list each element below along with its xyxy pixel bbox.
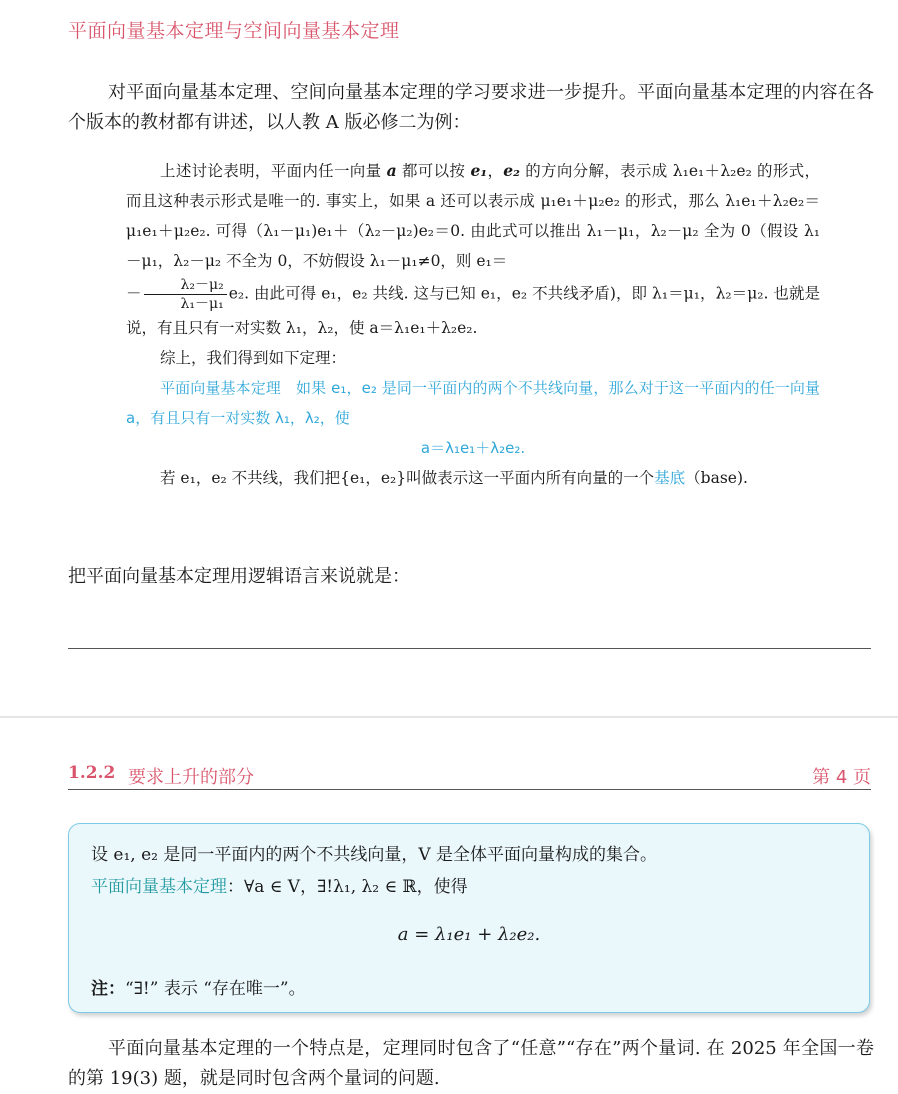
theorem-box [68, 823, 870, 1013]
theorem-statement: 平面向量基本定理 如果 e₁，e₂ 是同一平面内的两个不共线向量，那么对于这一平面内的任一向量 a，有且只有一对实数 λ₁，λ₂，使 [126, 379, 820, 427]
logic-prompt: 把平面向量基本定理用逻辑语言来说就是： [68, 566, 410, 587]
note-label: 注： [91, 979, 125, 999]
closing-paragraph: 平面向量基本定理的一个特点是，定理同时包含了“任意”“存在”两个量词. 在 2025 年全国一卷的第 19(3) 题，就是同时包含两个量词的问题. [68, 1038, 874, 1089]
box-note: 注：“∃!” 表示 “存在唯一”。 [91, 979, 306, 999]
vector-a: a [386, 161, 397, 180]
vector-e1: e₁ [470, 161, 488, 180]
subsection-header [68, 763, 871, 790]
fraction: $\frac{\text{λ₂－μ₂}}{\text{λ₁－μ₁}}$ [144, 276, 227, 313]
intro-paragraph: 对平面向量基本定理、空间向量基本定理的学习要求进一步提升。平面向量基本定理的内容在各个版本的教材都有讲述，以人教 A 版必修二为例： [68, 82, 874, 133]
quote-text: 的方向分解，表示成 λ₁e₁＋λ₂e₂ 的形式，而且这种表示形式是唯一的. 事实上，如果 a 还可以表示成 μ₁e₁＋μ₂e₂ 的形式，那么 λ₁e₁＋λ₂e₂＝μ₁e₁＋μ₂e₂. 可得（λ₁－μ₁)e₁＋（λ₂－μ₂)e₂＝0. 由此式可以推出 λ₁－μ₁，λ₂－μ₂ 全为 0（假设 λ₁－μ₁，λ₂－μ₂ 不全为 0，不妨假设 λ₁－μ₁≠0，则 e₁＝ [126, 162, 820, 270]
theorem-label: 平面向量基本定理 [91, 877, 227, 897]
quote-text: 上述讨论表明，平面内任一向量 [160, 162, 382, 180]
box-equation: a = λ₁e₁ + λ₂e₂. [397, 924, 541, 945]
textbook-quote [126, 156, 820, 493]
box-setup: 设 e₁, e₂ 是同一平面内的两个不共线向量，V 是全体平面向量构成的集合。 [91, 845, 658, 865]
quote-paragraph-1: 上述讨论表明，平面内任一向量 a 都可以按 e₁，e₂ 的方向分解，表示成 λ₁e₁＋λ₂e₂ 的形式，而且这种表示形式是唯一的. 事实上，如果 a 还可以表示成 μ₁e₁＋μ₂e₂ 的形式，那么 λ₁e₁＋λ₂e₂＝μ₁e₁＋μ₂e₂. 可得（λ₁－μ₁)e₁＋（λ₂－μ₂)e₂＝0. 由此式可以推出 λ₁－μ₁，λ₂－μ₂ 全为 0（假设 λ₁－μ₁，λ₂－μ₂ 不全为 0，不妨假设 λ₁－μ₁≠0，则 e₁＝ － $\frac{\text{λ₂－μ₂}}{\text{λ₁－μ₁}}$ e₂. 由此可得 e₁，e₂ 共线. 这与已知 e₁，e₂ 不共线矛盾)，即 λ₁＝μ₁，λ₂＝μ₂. 也就是说，有且只有一对实数 λ₁，λ₂，使 a＝λ₁e₁＋λ₂e₂. [126, 161, 820, 337]
quote-text: e₂. 由此可得 e₁，e₂ 共线. 这与已知 e₁，e₂ 不共线矛盾)，即 λ₁＝μ₁，λ₂＝μ₂. 也就是说，有且只有一对实数 λ₁，λ₂，使 a＝λ₁e₁＋λ₂e₂. [126, 284, 820, 337]
basis-term: 基底 [654, 469, 686, 487]
quote-paragraph-2: 综上，我们得到如下定理： [160, 349, 347, 367]
section-title: 平面向量基本定理与空间向量基本定理 [68, 20, 400, 42]
page-separator [0, 716, 898, 718]
subsection-title: 要求上升的部分 [128, 767, 254, 788]
quote-paragraph-3: 若 e₁，e₂ 不共线，我们把{e₁，e₂}叫做表示这一平面内所有向量的一个基底（base). [160, 469, 748, 487]
theorem-equation: a＝λ₁e₁＋λ₂e₂. [420, 439, 526, 457]
page-number: 第 4 页 [812, 767, 871, 788]
quote-text: 都可以按 [401, 162, 466, 180]
quote-text: ， [487, 162, 504, 180]
subsection-number: 1.2.2 [68, 763, 116, 783]
box-theorem: 平面向量基本定理：∀a ∈ V，∃!λ₁, λ₂ ∈ ℝ，使得 [91, 877, 468, 897]
answer-line [68, 648, 871, 649]
vector-e2: e₂ [503, 161, 520, 180]
